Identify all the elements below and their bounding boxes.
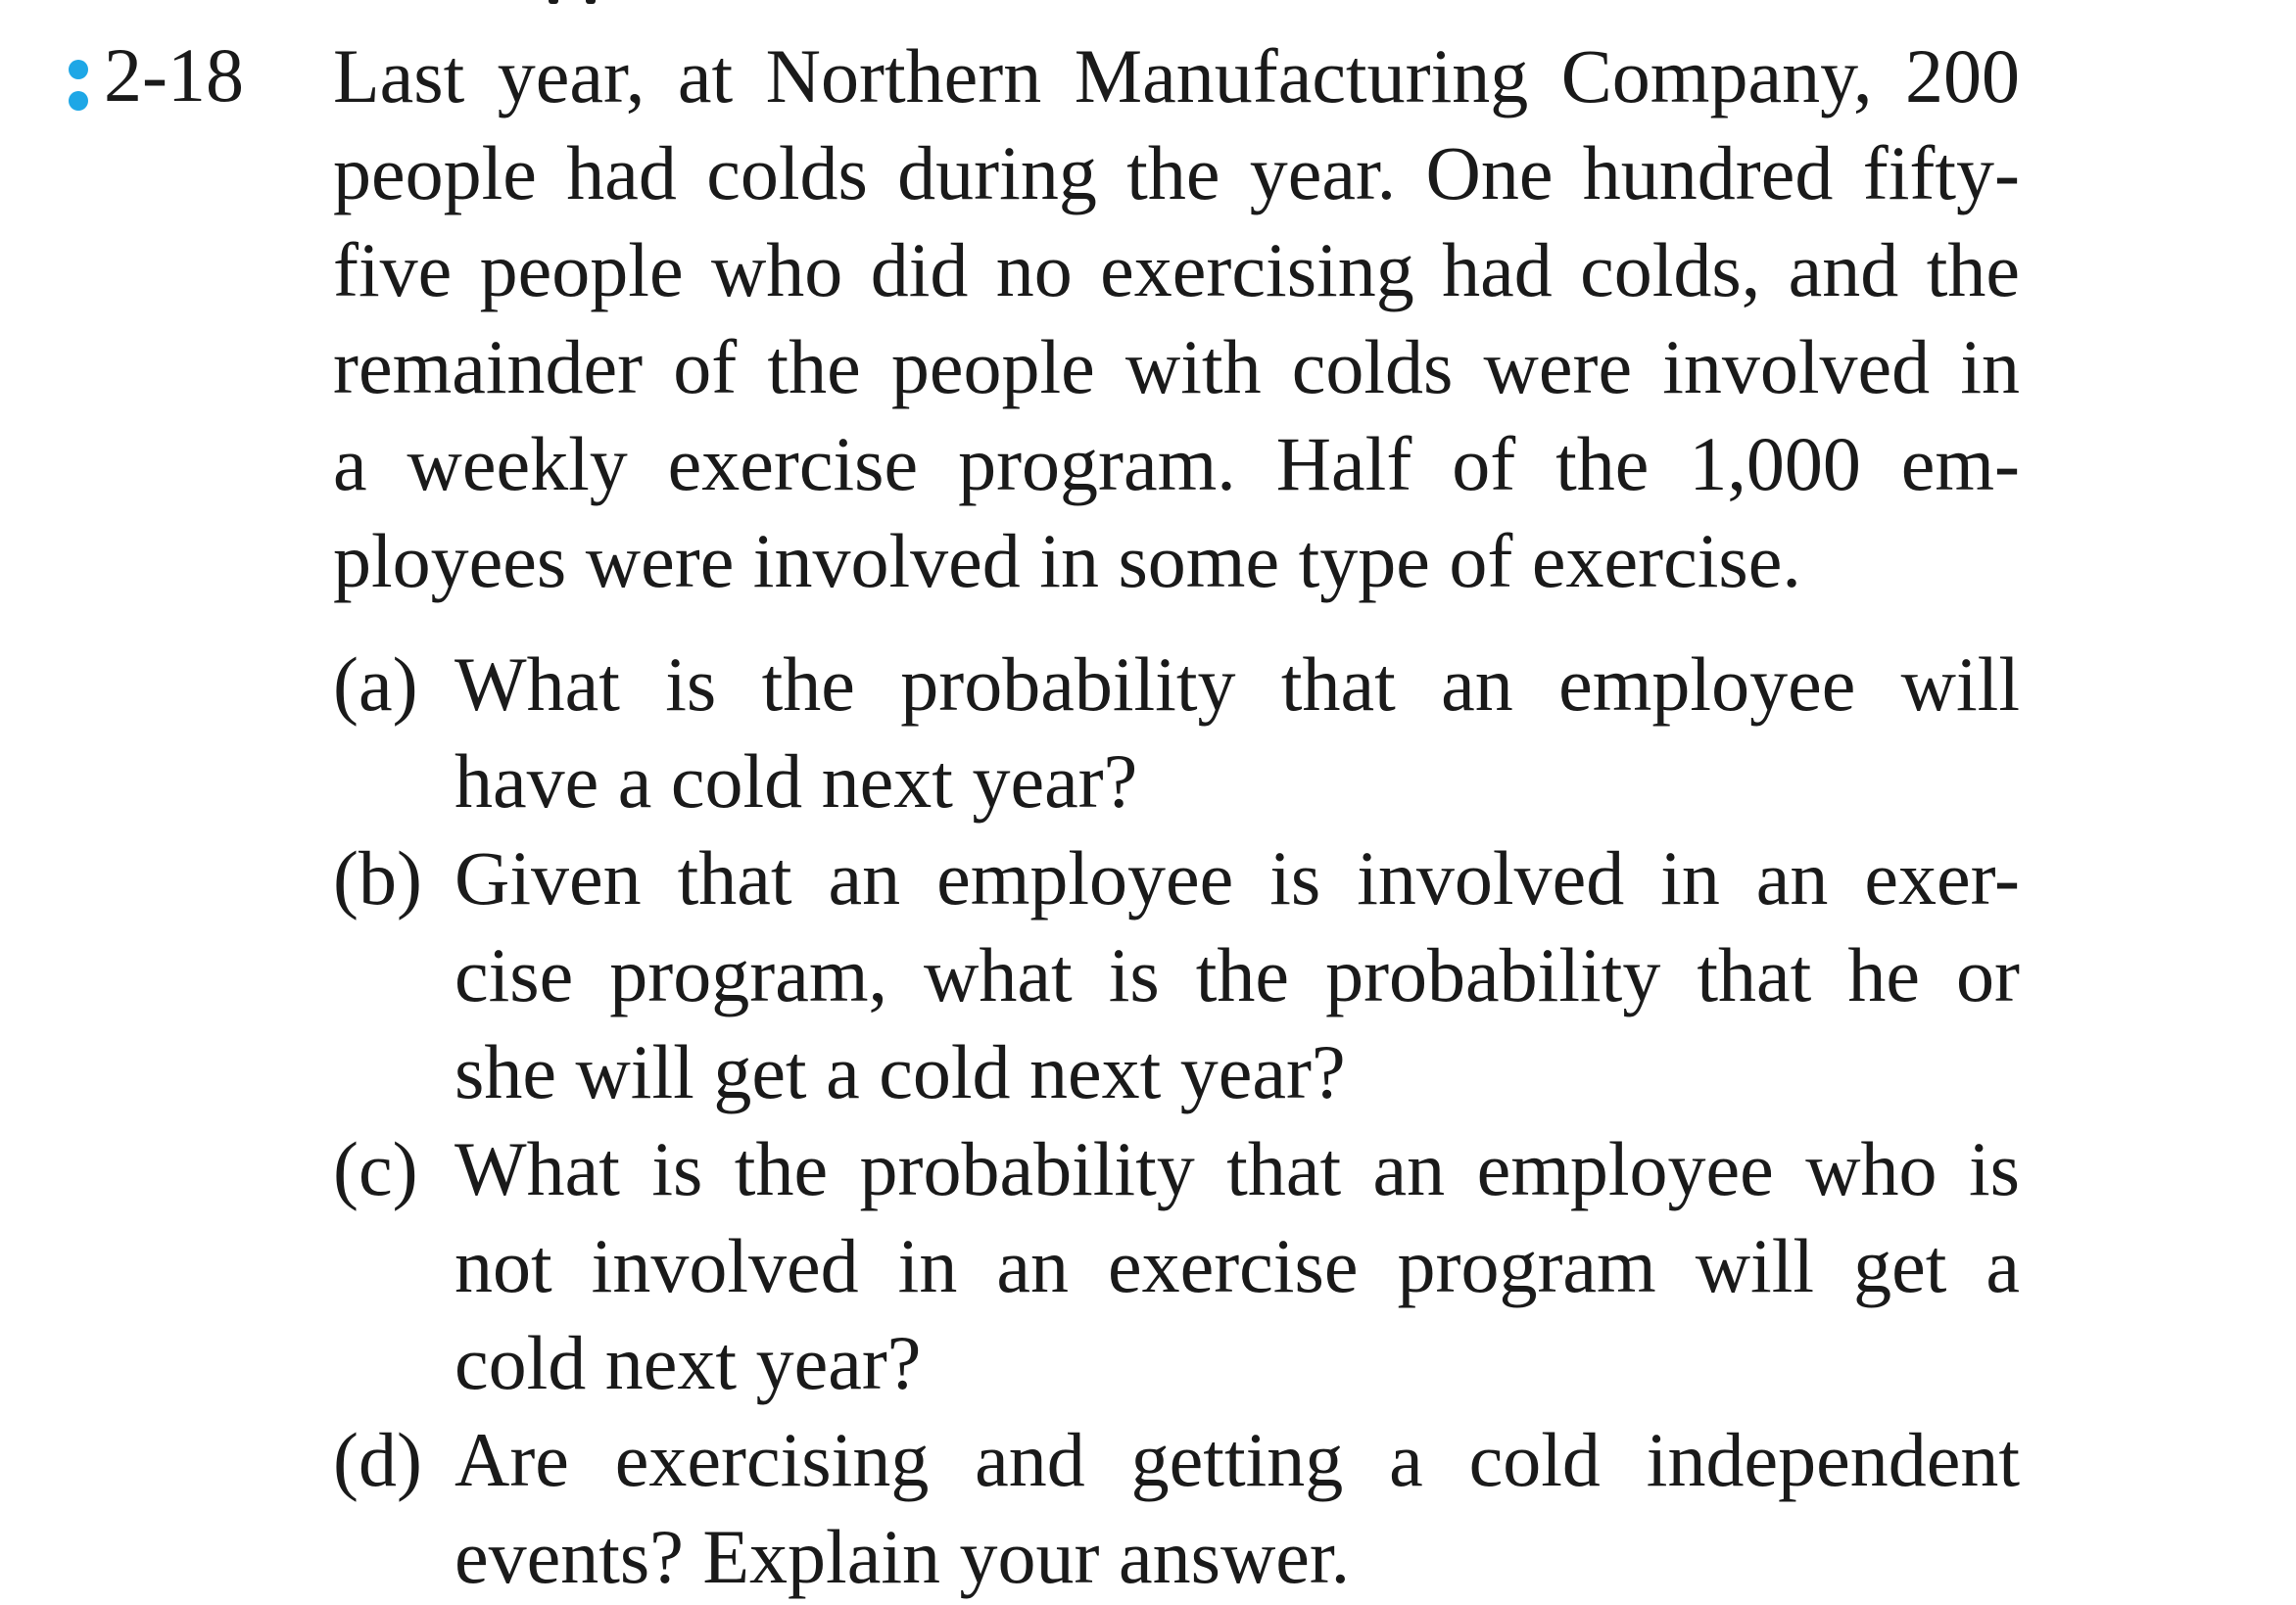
part-text xyxy=(454,636,2020,829)
question-part-d xyxy=(333,1411,2020,1605)
question-part-c xyxy=(333,1120,2020,1411)
problem-header xyxy=(69,27,244,123)
part-label: (c) xyxy=(333,1126,418,1211)
problem-statement xyxy=(333,27,2020,609)
part-label: (a) xyxy=(333,641,418,727)
statement-line: a weekly exercise program. Half of the 1,000 em- xyxy=(333,421,2020,506)
part-line: cise program, what is the probability that he or xyxy=(454,932,2020,1017)
statement-line: ployees were involved in some type of exercise. xyxy=(333,518,1801,603)
part-label: (b) xyxy=(333,835,422,921)
statement-line: five people who did no exercising had colds, and the xyxy=(333,227,2020,312)
part-line: not involved in an exercise program will get a xyxy=(454,1223,2020,1308)
question-part-b xyxy=(333,829,2020,1120)
part-line: have a cold next year? xyxy=(454,738,1138,824)
part-text xyxy=(454,1411,2020,1605)
colon-marker-icon xyxy=(69,54,90,117)
part-line: cold next year? xyxy=(454,1320,922,1405)
part-line: What is the probability that an employee will xyxy=(454,641,2020,727)
part-line: What is the probability that an employee who is xyxy=(454,1126,2020,1211)
part-line: she will get a cold next year? xyxy=(454,1029,1346,1114)
part-text xyxy=(454,829,2020,1120)
part-line: Given that an employee is involved in an exer- xyxy=(454,835,2020,921)
statement-line: remainder of the people with colds were involved in xyxy=(333,324,2020,409)
statement-line: people had colds during the year. One hundred fifty- xyxy=(333,130,2020,215)
part-line: Are exercising and getting a cold independent xyxy=(454,1417,2020,1502)
problem-body xyxy=(333,27,2020,1605)
part-line: events? Explain your answer. xyxy=(454,1514,1351,1599)
part-text xyxy=(454,1120,2020,1411)
statement-line: Last year, at Northern Manufacturing Company, 200 xyxy=(333,33,2020,118)
part-label: (d) xyxy=(333,1417,422,1502)
cropped-previous-text xyxy=(549,0,705,6)
problem-number: 2-18 xyxy=(104,32,244,118)
question-part-a xyxy=(333,636,2020,829)
question-parts xyxy=(333,636,2020,1605)
